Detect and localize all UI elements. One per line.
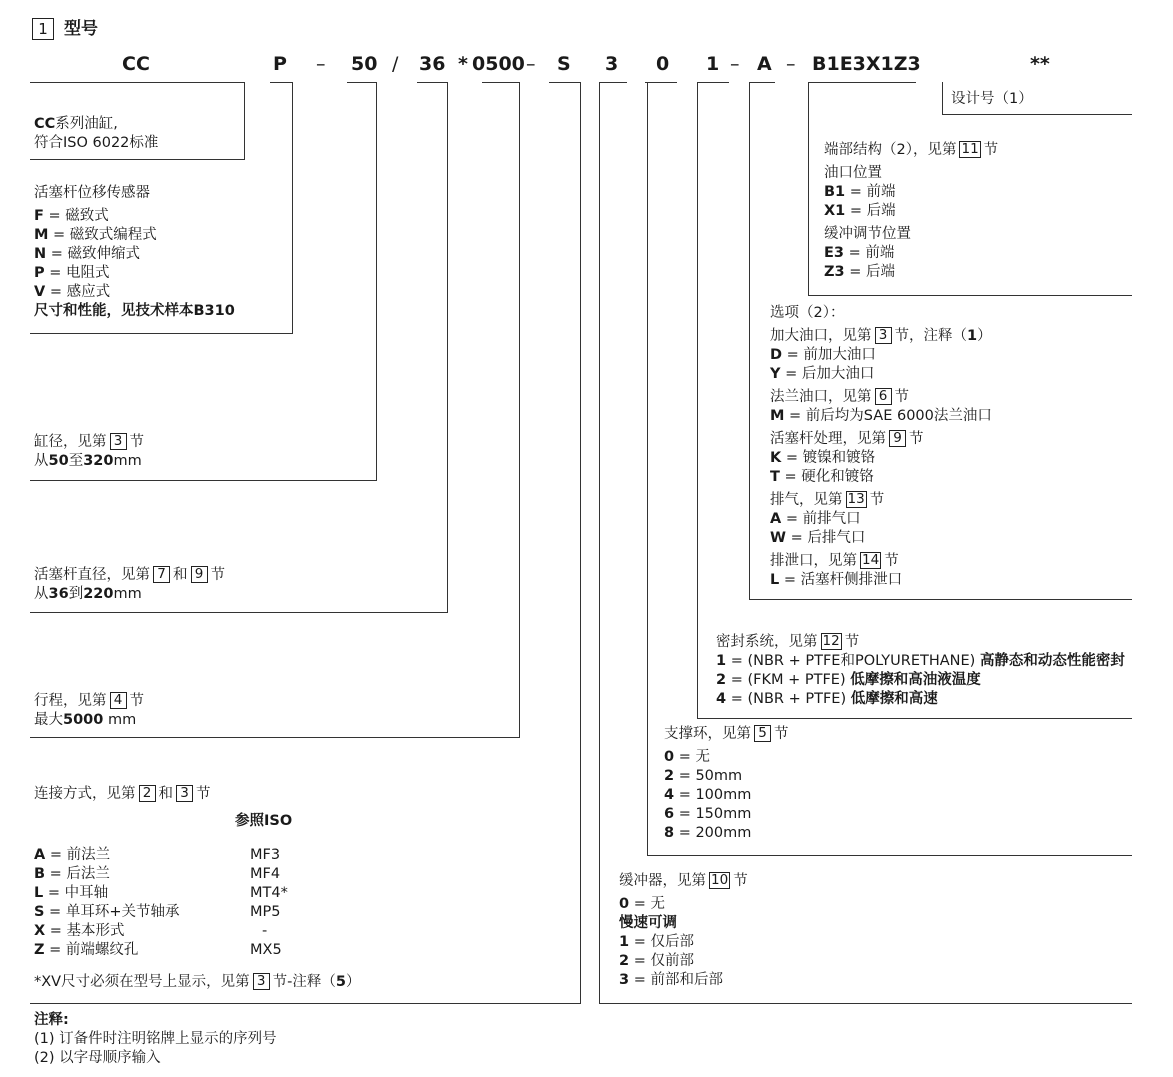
ports-cush-item — [824, 263, 998, 282]
mounting-iso: MP5 — [250, 904, 281, 920]
sensor-value: = 磁致伸缩式 — [46, 246, 141, 262]
notes-block — [34, 1011, 277, 1068]
stroke-max-prefix: 最大 — [34, 712, 63, 728]
ports-oil-item — [824, 202, 998, 221]
cushion-key: 2 — [619, 953, 630, 969]
code-star: * — [458, 53, 468, 75]
options-g4-item — [770, 529, 992, 548]
stroke-ref: 4 — [110, 692, 127, 709]
mounting-value: = 前端螺纹孔 — [44, 942, 139, 958]
section-header — [32, 18, 98, 40]
code-ring: 3 — [605, 53, 619, 75]
mounting-note-text-2: 节-注释（ — [272, 974, 336, 990]
cushion-block — [619, 872, 748, 990]
cushion-adj-title: 慢速可调 — [619, 915, 677, 931]
options-g4-title-end: 节 — [869, 492, 885, 508]
options-g4-value: = 后排气口 — [786, 530, 866, 546]
ports-title-end: 节 — [983, 142, 999, 158]
cushion-none-value: = 无 — [629, 896, 665, 912]
cushion-none-key: 0 — [619, 896, 630, 912]
cushion-key: 3 — [619, 972, 630, 988]
sensor-note: 尺寸和性能，见技术样本B310 — [34, 303, 235, 319]
mounting-ref-2: 3 — [176, 785, 193, 802]
options-g4-title: 排气，见第 — [770, 492, 843, 508]
section-number: 1 — [32, 18, 54, 40]
options-g2-ref: 6 — [875, 388, 892, 405]
options-g1-title-end: ） — [977, 328, 992, 344]
options-g4-item — [770, 510, 992, 529]
options-g2-title: 法兰油口，见第 — [770, 389, 872, 405]
bore-block — [34, 433, 144, 471]
options-g3-value: = 镀镍和镀铬 — [781, 450, 876, 466]
mounting-and: 和 — [158, 786, 173, 802]
bore-ref: 3 — [110, 433, 127, 450]
cushion-value: = 仅前部 — [629, 953, 694, 969]
bore-title-end: 节 — [129, 434, 144, 450]
rings-value: = 100mm — [674, 787, 752, 803]
mounting-value: = 基本形式 — [45, 923, 125, 939]
ports-cush-value: = 后端 — [844, 264, 895, 280]
mounting-list — [34, 846, 334, 960]
mounting-iso: MF3 — [250, 847, 281, 863]
cushion-ref: 10 — [711, 872, 729, 888]
options-g2-item — [770, 407, 992, 426]
options-g5-value: = 活塞杆侧排泄口 — [779, 572, 903, 588]
note-2: (2) 以字母顺序输入 — [34, 1050, 161, 1066]
code-bore: 50 — [351, 53, 378, 75]
code-design: ** — [1030, 53, 1050, 75]
sensor-item — [34, 207, 235, 226]
rings-key: 4 — [664, 787, 675, 803]
notes-title: 注释: — [34, 1012, 69, 1028]
stroke-title-end: 节 — [129, 693, 144, 709]
seals-key: 1 — [716, 653, 727, 669]
series-block — [34, 115, 158, 153]
seals-ref: 12 — [822, 633, 840, 649]
cushion-item — [619, 971, 748, 990]
seals-value: = (NBR + PTFE) — [726, 691, 851, 707]
options-g4-ref: 13 — [847, 491, 865, 507]
mounting-key: A — [34, 847, 46, 863]
series-line1: 系列油缸, — [55, 116, 118, 132]
options-g5-item — [770, 571, 992, 590]
mounting-key: S — [34, 904, 45, 920]
cushion-value: = 前部和后部 — [629, 972, 723, 988]
options-g1-value: = 后加大油口 — [780, 366, 875, 382]
sensor-block — [34, 184, 235, 321]
ports-oil-key: X1 — [824, 203, 846, 219]
mounting-key: Z — [34, 942, 45, 958]
ports-oil-title: 油口位置 — [824, 165, 882, 181]
code-dash-3: – — [730, 53, 740, 75]
mounting-ref-1: 2 — [139, 785, 156, 802]
options-g1-title-2: 节，注释（ — [894, 328, 967, 344]
code-dash-2: – — [526, 53, 536, 75]
sensor-key: F — [34, 208, 44, 224]
seals-title: 密封系统，见第 — [716, 634, 818, 650]
cushion-value: = 仅后部 — [629, 934, 694, 950]
sensor-item — [34, 283, 235, 302]
seals-desc: 高静态和动态性能密封 — [979, 653, 1125, 669]
mounting-iso: MT4* — [250, 885, 288, 901]
mounting-item — [34, 903, 334, 922]
series-line2: 符合ISO 6022标准 — [34, 135, 159, 151]
ports-oil-item — [824, 183, 998, 202]
ports-cush-value: = 前端 — [844, 245, 895, 261]
rod-title-end: 节 — [210, 567, 225, 583]
mounting-value: = 前法兰 — [45, 847, 111, 863]
rod-range-prefix: 从 — [34, 586, 49, 602]
rings-item — [664, 748, 789, 767]
code-cush: 0 — [656, 53, 670, 75]
options-g3-title: 活塞杆处理，见第 — [770, 431, 886, 447]
rings-title-end: 节 — [774, 726, 789, 742]
mounting-note-num: 5 — [335, 974, 346, 990]
mounting-iso-header: 参照ISO — [235, 813, 293, 829]
design-label: 设计号（1） — [951, 91, 1033, 107]
mounting-item — [34, 865, 334, 884]
cushion-title-end: 节 — [733, 873, 748, 889]
code-slash: / — [392, 53, 399, 75]
mounting-iso: MF4 — [250, 866, 281, 882]
mounting-block — [34, 785, 211, 804]
rings-key: 0 — [664, 749, 675, 765]
options-g1-key: Y — [770, 366, 781, 382]
sensor-key: V — [34, 284, 46, 300]
cushion-key: 1 — [619, 934, 630, 950]
code-stroke: 0500 — [472, 53, 525, 75]
bore-min: 50 — [48, 453, 69, 469]
section-title: 型号 — [64, 19, 98, 39]
rings-value: = 无 — [674, 749, 710, 765]
sensor-title: 活塞杆位移传感器 — [34, 185, 150, 201]
options-block — [770, 304, 992, 590]
rod-max: 220 — [83, 586, 114, 602]
options-g3-ref: 9 — [889, 430, 906, 447]
options-g3-item — [770, 449, 992, 468]
rod-block — [34, 566, 225, 604]
mounting-iso: - — [262, 923, 268, 939]
rod-title: 活塞杆直径，见第 — [34, 567, 150, 583]
seals-desc: 低摩擦和高油液温度 — [850, 672, 981, 688]
sensor-item — [34, 264, 235, 283]
stroke-max: 5000 — [63, 712, 104, 728]
rings-value: = 50mm — [674, 768, 743, 784]
bore-range-mid: 至 — [68, 453, 84, 469]
ports-oil-value: = 前端 — [845, 184, 896, 200]
rings-item — [664, 805, 789, 824]
rod-and: 和 — [173, 567, 188, 583]
sensor-key: M — [34, 227, 49, 243]
code-seal: 1 — [706, 53, 720, 75]
seals-item — [716, 671, 1125, 690]
options-g2-value: = 前后均为SAE 6000法兰油口 — [784, 408, 992, 424]
cushion-title: 缓冲器，见第 — [619, 873, 706, 889]
rings-key: 2 — [664, 768, 675, 784]
rod-min: 36 — [48, 586, 69, 602]
mounting-note-ref: 3 — [253, 973, 270, 990]
options-g1-ref: 3 — [875, 327, 892, 344]
rings-value: = 200mm — [674, 825, 752, 841]
mounting-item — [34, 941, 334, 960]
seals-desc: 低摩擦和高速 — [850, 691, 938, 707]
seals-key: 4 — [716, 691, 727, 707]
seals-item — [716, 690, 1125, 709]
rings-item — [664, 786, 789, 805]
code-dash-4: – — [786, 53, 796, 75]
sensor-item — [34, 226, 235, 245]
ports-oil-key: B1 — [824, 184, 846, 200]
rings-ref: 5 — [754, 725, 771, 742]
options-g3-value: = 硬化和镀铬 — [779, 469, 874, 485]
mounting-value: = 中耳轴 — [43, 885, 109, 901]
mounting-note-text: *XV尺寸必须在型号上显示，见第 — [34, 974, 250, 990]
options-g5-title-end: 节 — [884, 553, 899, 569]
options-g5-ref: 14 — [862, 552, 880, 568]
options-title: 选项（2）： — [770, 305, 845, 321]
seals-item — [716, 652, 1125, 671]
mounting-note — [34, 973, 360, 992]
stroke-unit: mm — [103, 712, 137, 728]
rings-item — [664, 824, 789, 843]
options-g5-title: 排泄口，见第 — [770, 553, 857, 569]
options-g3-item — [770, 468, 992, 487]
options-g1-num: 1 — [967, 328, 978, 344]
options-g1-item — [770, 365, 992, 384]
mounting-item — [34, 884, 334, 903]
seals-title-end: 节 — [844, 634, 860, 650]
ports-block — [824, 141, 998, 282]
mounting-key: L — [34, 885, 44, 901]
rod-unit: mm — [113, 586, 142, 602]
ports-cush-key: Z3 — [824, 264, 845, 280]
options-g1-value: = 前加大油口 — [782, 347, 876, 363]
rings-value: = 150mm — [674, 806, 752, 822]
options-g4-value: = 前排气口 — [781, 511, 861, 527]
options-g4-key: W — [770, 530, 786, 546]
options-g1-title: 加大油口，见第 — [770, 328, 872, 344]
sensor-value: = 感应式 — [45, 284, 111, 300]
mounting-title-end: 节 — [196, 786, 211, 802]
code-rod: 36 — [419, 53, 446, 75]
seals-key: 2 — [716, 672, 727, 688]
mounting-value: = 单耳环+关节轴承 — [44, 904, 180, 920]
options-g4-key: A — [770, 511, 782, 527]
mounting-key: X — [34, 923, 46, 939]
sensor-key: N — [34, 246, 47, 262]
rings-item — [664, 767, 789, 786]
mounting-item — [34, 922, 334, 941]
sensor-value: = 磁致式 — [43, 208, 109, 224]
ports-cush-title: 缓冲调节位置 — [824, 226, 911, 242]
ports-ref: 11 — [961, 141, 979, 157]
code-p: P — [273, 53, 287, 75]
ports-cush-key: E3 — [824, 245, 844, 261]
rings-title: 支撑环，见第 — [664, 726, 751, 742]
options-g1-item — [770, 346, 992, 365]
ports-cush-item — [824, 244, 998, 263]
sensor-key: P — [34, 265, 45, 281]
options-g5-key: L — [770, 572, 780, 588]
code-cc: CC — [122, 53, 150, 75]
seals-value: = (FKM + PTFE) — [726, 672, 851, 688]
options-g3-key: K — [770, 450, 782, 466]
options-g2-key: M — [770, 408, 785, 424]
bore-range-prefix: 从 — [34, 453, 49, 469]
rod-range-mid: 到 — [68, 586, 84, 602]
mounting-value: = 后法兰 — [45, 866, 110, 882]
options-g3-title-end: 节 — [909, 431, 924, 447]
mounting-title: 连接方式，见第 — [34, 786, 136, 802]
bore-max: 320 — [83, 453, 114, 469]
code-mount: S — [557, 53, 571, 75]
seals-value: = (NBR + PTFE和POLYURETHANE) — [726, 653, 980, 669]
sensor-item — [34, 245, 235, 264]
cushion-item — [619, 952, 748, 971]
series-cc: CC — [34, 116, 56, 132]
code-dash-1: – — [316, 53, 326, 75]
rod-ref-2: 9 — [191, 566, 208, 583]
mounting-item — [34, 846, 334, 865]
stroke-block — [34, 692, 144, 730]
options-g2-title-end: 节 — [894, 389, 909, 405]
options-g1-key: D — [770, 347, 783, 363]
note-1: (1) 订备件时注明铭牌上显示的序列号 — [34, 1031, 277, 1047]
rod-ref-1: 7 — [153, 566, 170, 583]
mounting-iso: MX5 — [250, 942, 282, 958]
options-g3-key: T — [770, 469, 780, 485]
code-port: B1E3X1Z3 — [812, 53, 921, 75]
code-opt: A — [757, 53, 772, 75]
ports-title: 端部结构（2），见第 — [824, 142, 957, 158]
stroke-title: 行程，见第 — [34, 693, 107, 709]
rings-key: 6 — [664, 806, 675, 822]
seals-block — [716, 633, 1125, 709]
ports-oil-value: = 后端 — [845, 203, 896, 219]
sensor-value: = 磁致式编程式 — [48, 227, 157, 243]
mounting-note-end: ） — [345, 974, 361, 990]
mounting-key: B — [34, 866, 46, 882]
rings-block — [664, 725, 789, 843]
sensor-value: = 电阻式 — [44, 265, 110, 281]
rings-key: 8 — [664, 825, 675, 841]
cushion-item — [619, 933, 748, 952]
bore-title: 缸径，见第 — [34, 434, 107, 450]
bore-unit: mm — [113, 453, 142, 469]
